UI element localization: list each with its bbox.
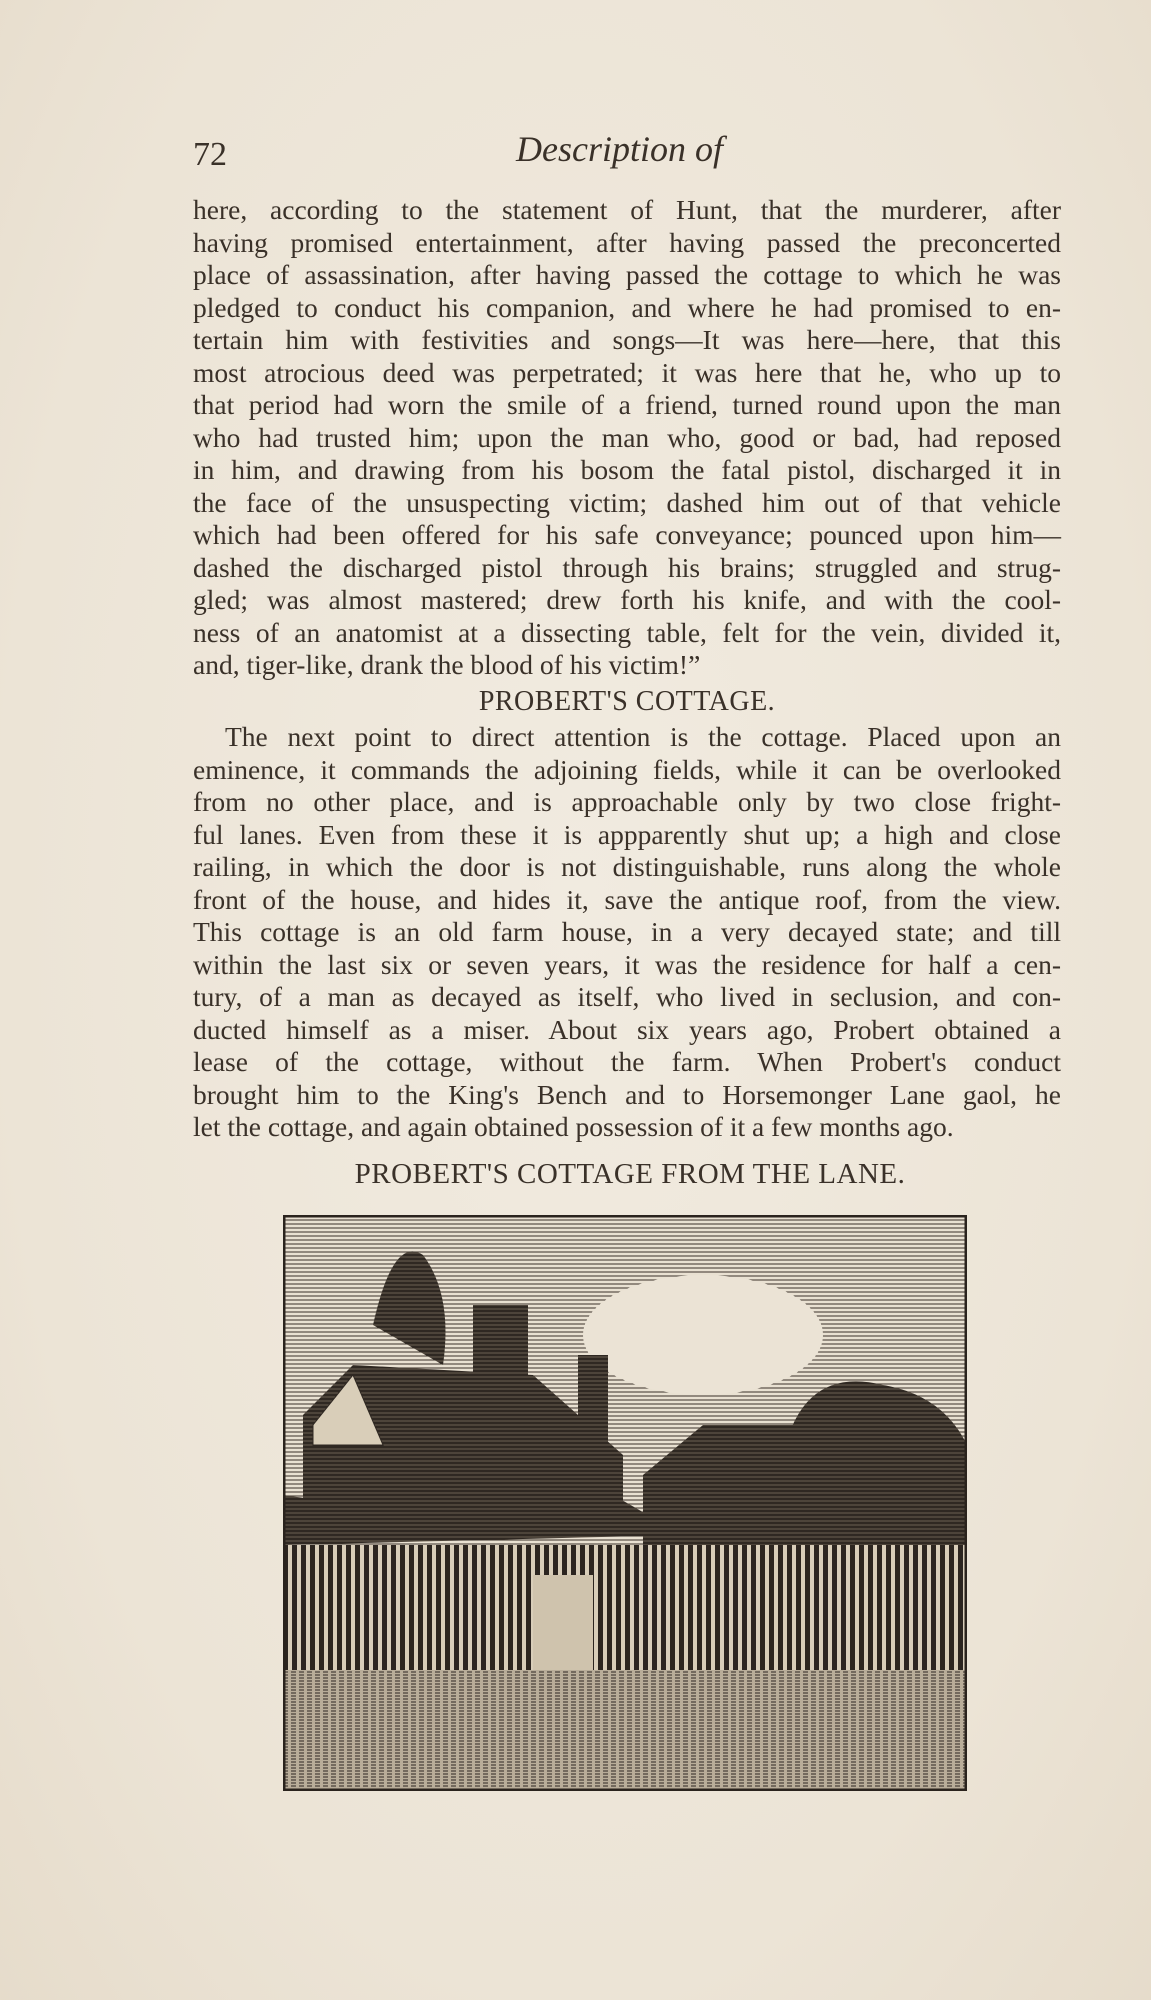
text-line: let the cottage, and again obtained possession of it a few months ago. [193, 1111, 954, 1142]
page-number: 72 [193, 136, 227, 173]
section-heading: PROBERT'S COTTAGE. [478, 686, 776, 717]
text-line: having promised entertainment, after having passed the preconcerted [193, 226, 1061, 258]
text-line: lease of the cottage, without the farm. When Probert's conduct [193, 1046, 1061, 1077]
cottage-engraving [283, 1215, 967, 1791]
text-line: brought him to the King's Bench and to Horsemonger Lane gaol, he [193, 1078, 1061, 1110]
lane [283, 1670, 967, 1791]
text-line: from no other place, and is approachable only by two close fright- [193, 786, 1061, 817]
cloud [583, 1275, 823, 1395]
page-header [193, 128, 1073, 178]
text-line: gled; was almost mastered; drew forth his knife, and with the cool- [193, 584, 1061, 615]
text-line: ful lanes. Even from these it is appparently shut up; a high and close [193, 818, 1061, 850]
lane-gap [533, 1575, 593, 1675]
text-line: place of assassination, after having passed the cottage to which he was [193, 259, 1061, 290]
text-line: in him, and drawing from his bosom the fatal pistol, discharged it in [193, 454, 1061, 485]
text-line: ness of an anatomist at a dissecting table, felt for the vein, divided it, [193, 616, 1061, 648]
text-line: front of the house, and hides it, save the antique roof, from the view. [193, 883, 1061, 915]
text-line: ducted himself as a miser. About six years ago, Probert obtained a [193, 1013, 1061, 1045]
railing [283, 1545, 967, 1675]
text-line: tury, of a man as decayed as itself, who lived in seclusion, and con- [193, 981, 1061, 1012]
running-title: Description of [516, 129, 723, 169]
text-line: and, tiger-like, drank the blood of his victim!” [193, 649, 701, 680]
figure-caption: PROBERT'S COTTAGE FROM THE LANE. [354, 1158, 906, 1190]
text-line: eminence, it commands the adjoining fields, while it can be overlooked [193, 753, 1061, 785]
paragraph-2 [193, 721, 1061, 1144]
text-line: dashed the discharged pistol through his brains; struggled and strug- [193, 551, 1061, 583]
text-line: tertain him with festivities and songs—It was here—here, that this [193, 324, 1061, 355]
text-line: pledged to conduct his companion, and where he had promised to en- [193, 291, 1061, 323]
text-line: railing, in which the door is not distinguishable, runs along the whole [193, 851, 1061, 882]
text-line: who had trusted him; upon the man who, good or bad, had reposed [193, 421, 1061, 453]
text-line: This cottage is an old farm house, in a very decayed state; and till [193, 916, 1061, 947]
text-line: most atrocious deed was perpetrated; it was here that he, who up to [193, 356, 1061, 388]
paragraph-1 [193, 194, 1061, 682]
text-line: within the last six or seven years, it was the residence for half a cen- [193, 948, 1061, 980]
text-line: which had been offered for his safe conveyance; pounced upon him— [193, 519, 1061, 550]
text-line: that period had worn the smile of a friend, turned round upon the man [193, 389, 1061, 420]
text-line: The next point to direct attention is the cottage. Placed upon an [225, 721, 1061, 752]
text-line: here, according to the statement of Hunt, that the murderer, after [193, 194, 1061, 225]
text-line: the face of the unsuspecting victim; dashed him out of that vehicle [193, 486, 1061, 518]
